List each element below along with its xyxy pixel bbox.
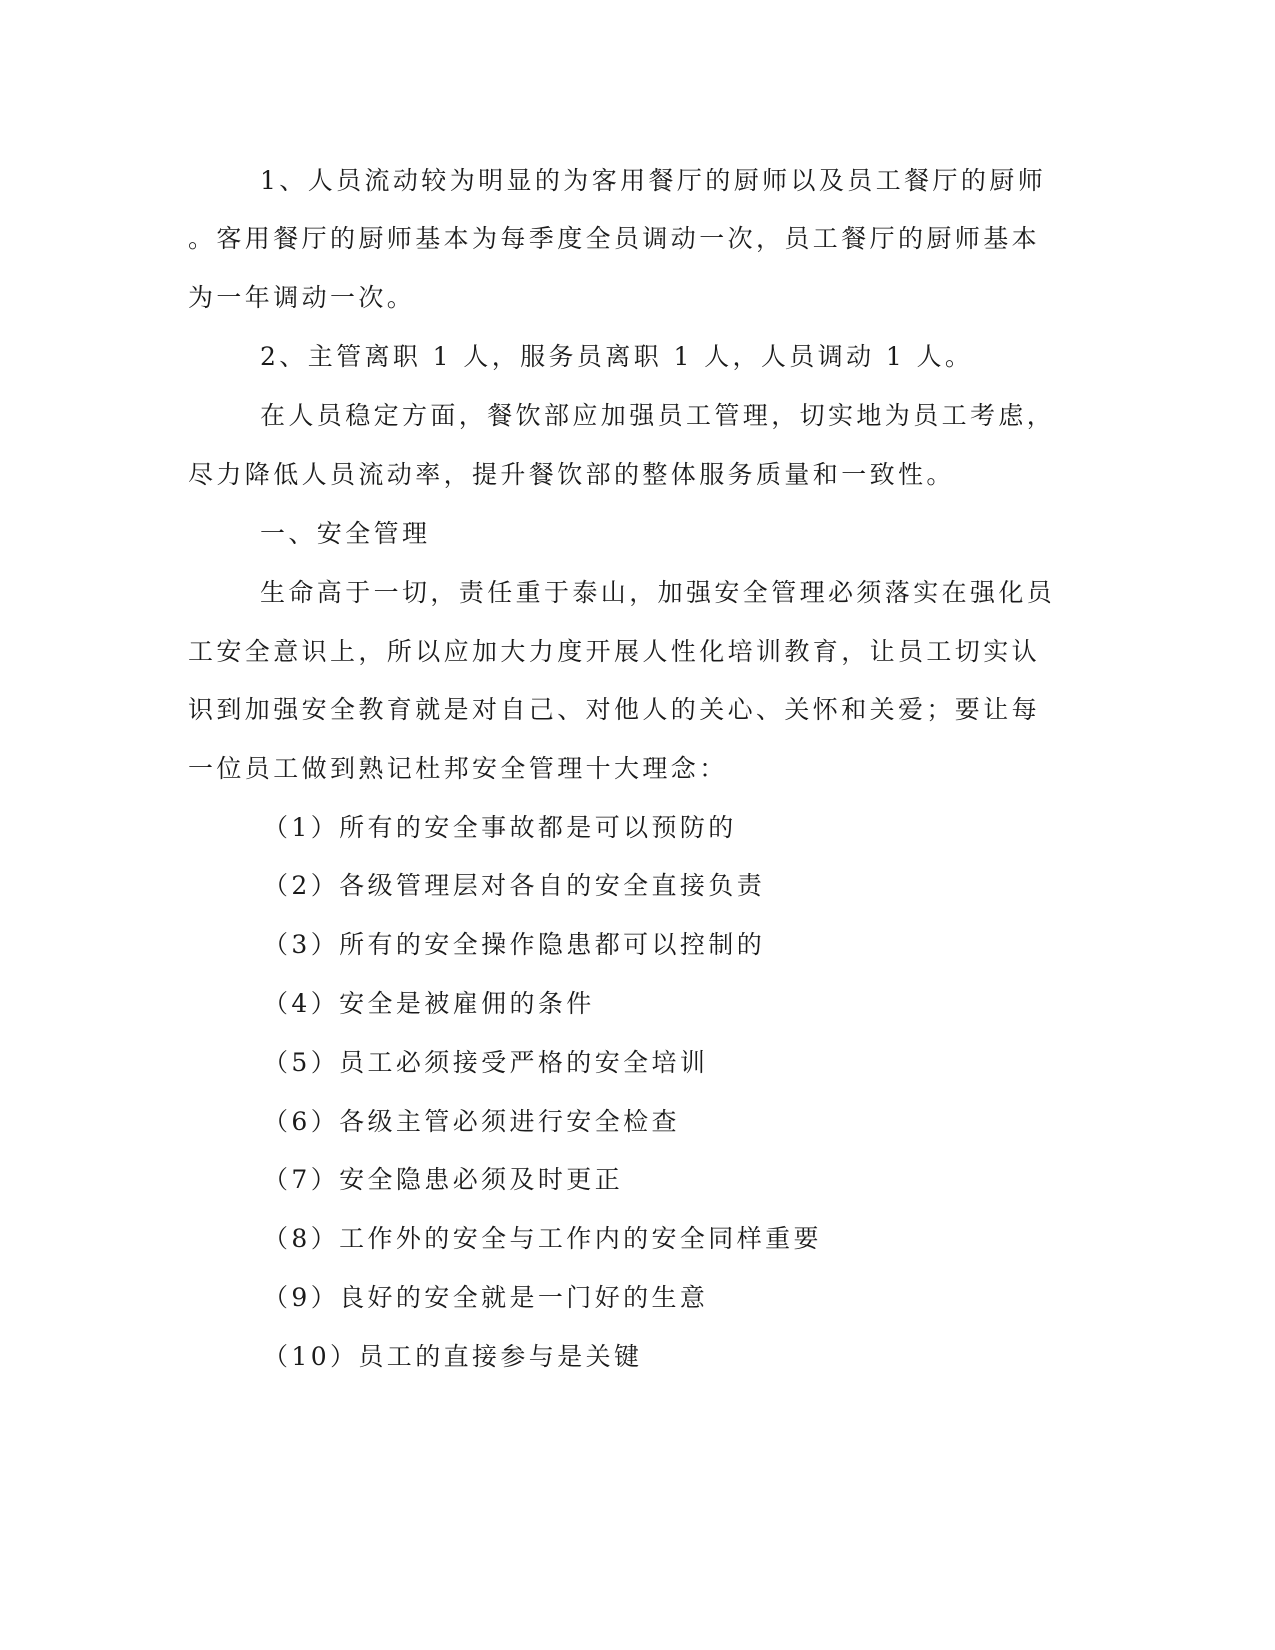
paragraph-4-line-3: 识到加强安全教育就是对自己、对他人的关心、关怀和关爱；要让每 (188, 695, 1041, 724)
list-item-9: （9）良好的安全就是一门好的生意 (263, 1283, 709, 1312)
list-item-4: （4）安全是被雇佣的条件 (263, 989, 595, 1018)
section-heading: 一、安全管理 (260, 519, 431, 548)
list-item-5: （5）员工必须接受严格的安全培训 (263, 1048, 709, 1077)
paragraph-4-line-4: 一位员工做到熟记杜邦安全管理十大理念： (188, 754, 728, 783)
list-item-2: （2）各级管理层对各自的安全直接负责 (263, 871, 766, 900)
paragraph-4-line-1: 生命高于一切，责任重于泰山，加强安全管理必须落实在强化员 (260, 578, 1056, 607)
paragraph-1-line-2: 。客用餐厅的厨师基本为每季度全员调动一次，员工餐厅的厨师基本 (188, 224, 1041, 253)
list-item-1: （1）所有的安全事故都是可以预防的 (263, 813, 737, 842)
paragraph-3-line-2: 尽力降低人员流动率，提升餐饮部的整体服务质量和一致性。 (188, 460, 955, 489)
list-item-8: （8）工作外的安全与工作内的安全同样重要 (263, 1224, 822, 1253)
list-item-3: （3）所有的安全操作隐患都可以控制的 (263, 930, 766, 959)
list-item-7: （7）安全隐患必须及时更正 (263, 1165, 624, 1194)
paragraph-1-line-3: 为一年调动一次。 (188, 283, 416, 312)
list-item-6: （6）各级主管必须进行安全检查 (263, 1107, 680, 1136)
paragraph-4-line-2: 工安全意识上，所以应加大力度开展人性化培训教育，让员工切实认 (188, 637, 1041, 666)
list-item-10: （10）员工的直接参与是关键 (263, 1342, 643, 1371)
paragraph-1-line-1: 1、人员流动较为明显的为客用餐厅的厨师以及员工餐厅的厨师 (260, 166, 1047, 195)
paragraph-3-line-1: 在人员稳定方面，餐饮部应加强员工管理，切实地为员工考虑， (260, 401, 1056, 430)
paragraph-2-line-1: 2、主管离职 1 人，服务员离职 1 人，人员调动 1 人。 (260, 342, 974, 371)
